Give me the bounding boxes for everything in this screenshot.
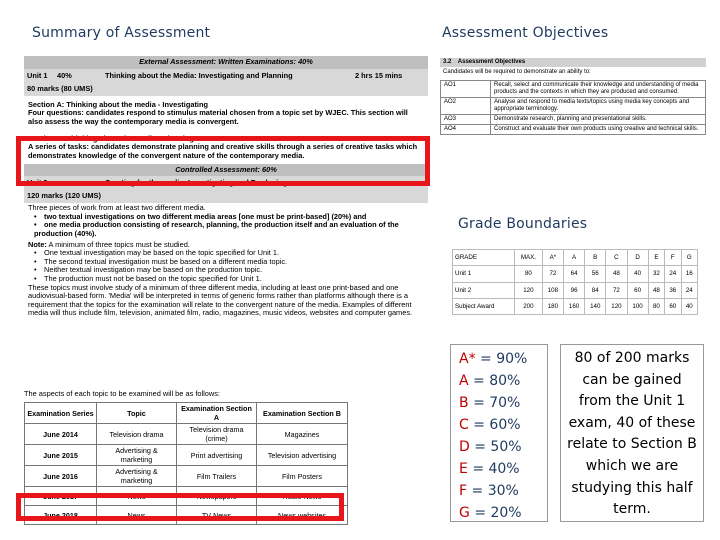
table-cell: 120 [606, 298, 627, 314]
list-item: • one media production consisting of research, planning, the production itself and an evaluation of the production (40%). [34, 221, 424, 238]
column-header: E [648, 250, 664, 266]
table-cell: Newspapers [177, 487, 257, 506]
table-cell: AO1 [441, 81, 491, 98]
note-intro: A minimum of three topics must be studied. [48, 239, 190, 249]
media-paragraph: These topics must involve study of a minimum of three different media, including at least one print-based and one audiovisual-based form. 'Media' will be interpreted in terms of generic forms rather than platforms although there is a requirement that the topics for the examination will relate to the convergent nature of the media. Examples of different media will thus include film, television, animated film, radio, magazines, music videos, websites and computer games. [28, 282, 413, 318]
table-cell: 60 [665, 298, 681, 314]
table-cell: Advertising & marketing [97, 466, 177, 487]
table-cell: Radio News [257, 487, 348, 506]
unit2-label: Unit 2 [27, 178, 48, 188]
table-row [453, 282, 698, 298]
table-cell: 120 [515, 282, 543, 298]
assessment-objectives-document [440, 58, 706, 158]
table-cell: 80 [515, 266, 543, 282]
table-cell: Demonstrate research, planning and presentational skills. [491, 115, 706, 125]
column-header: Examination Section B [257, 403, 348, 424]
grade-boundaries-box [450, 344, 548, 522]
table-cell: 180 [542, 298, 563, 314]
column-header: Examination Series [25, 403, 97, 424]
table-cell: News websites [257, 506, 348, 525]
table-row [441, 98, 706, 115]
table-cell: AO3 [441, 115, 491, 125]
table-cell: 140 [585, 298, 606, 314]
grade-pct: = 30% [471, 483, 519, 499]
grade-table [452, 249, 698, 315]
table-cell: AO4 [441, 125, 491, 135]
grade-pct: = 40% [472, 461, 520, 477]
table-row [25, 445, 348, 466]
table-cell: 48 [648, 282, 664, 298]
list-item [459, 480, 547, 502]
column-header: G [681, 250, 697, 266]
table-cell: June 2016 [25, 466, 97, 487]
grade-pct: = 80% [473, 373, 521, 389]
list-item [459, 502, 547, 524]
grade-letter: G [459, 505, 470, 521]
table-header-row [453, 250, 698, 266]
grade-pct: = 60% [473, 417, 521, 433]
table-cell: Analyse and respond to media texts/topics using media key concepts and appropriate terminology. [491, 98, 706, 115]
table-cell: 160 [563, 298, 584, 314]
table-cell: Unit 1 [453, 266, 515, 282]
column-header: A [563, 250, 584, 266]
external-assessment-bar: External Assessment: Written Examinations: 40% [24, 56, 428, 69]
list-item: • One textual investigation may be based on the topic specified for Unit 1. [34, 249, 424, 258]
table-cell: Film Posters [257, 466, 348, 487]
column-header: B [585, 250, 606, 266]
grade-pct: = 70% [473, 395, 521, 411]
unit2-marks: 120 marks (120 UMS) [24, 191, 428, 203]
table-cell: Recall, select and communicate their knowledge and understanding of media products and the contexts in which they are produced and consumed. [491, 81, 706, 98]
table-cell: Construct and evaluate their own products using creative and technical skills. [491, 125, 706, 135]
table-cell: 64 [563, 266, 584, 282]
list-item: • The second textual investigation must be based on a different media topic. [34, 258, 424, 267]
unit1-pct: 40% [57, 70, 72, 80]
table-cell: Film Trailers [177, 466, 257, 487]
summary-heading: Summary of Assessment [32, 25, 211, 41]
table-cell: 80 [648, 298, 664, 314]
grade-letter: C [459, 417, 469, 433]
table-cell: 100 [627, 298, 648, 314]
table-row [441, 115, 706, 125]
table-cell: AO2 [441, 98, 491, 115]
table-row [25, 466, 348, 487]
unit1-label: Unit 1 [27, 70, 48, 80]
table-cell: 40 [627, 266, 648, 282]
list-item: • Neither textual investigation may be based on the production topic. [34, 266, 424, 275]
grade-letter: D [459, 439, 470, 455]
table-cell: Television advertising [257, 445, 348, 466]
aspects-text: The aspects of each topic to be examined will be as follows: [24, 389, 220, 398]
table-cell: Print advertising [177, 445, 257, 466]
section-a-title: Section A: Thinking about the media - Investigating [28, 99, 208, 109]
table-cell: 24 [665, 266, 681, 282]
table-row [441, 81, 706, 98]
objectives-title-bar [440, 58, 706, 67]
objectives-heading: Assessment Objectives [442, 25, 609, 41]
table-cell: 36 [665, 282, 681, 298]
column-header: MAX. [515, 250, 543, 266]
section-a-body: Four questions: candidates respond to stimulus material chosen from a topic set by WJEC. This section will also assess the way the contemporary media is convergent. [28, 108, 408, 126]
table-cell: June 2015 [25, 445, 97, 466]
column-header: F [665, 250, 681, 266]
unit2-title: Creating for the media: Investigating and Producing [105, 178, 288, 188]
section-a [24, 100, 428, 126]
table-cell: News [97, 506, 177, 525]
list-item [459, 392, 547, 414]
section-b-title: Section B: Thinking about the media - Planning [28, 133, 194, 143]
grade-pct: = 20% [474, 505, 522, 521]
list-item: • The production must not be based on the topic specified for Unit 1. [34, 275, 424, 284]
unit1-note-box: 80 of 200 marks can be gained from the Unit 1 exam, 40 of these relate to Section B which we are studying this half term. [560, 344, 704, 522]
table-row [441, 125, 706, 135]
note-bullet-list [28, 249, 424, 283]
column-header: GRADE [453, 250, 515, 266]
table-row [453, 266, 698, 282]
table-cell: TV News [177, 506, 257, 525]
table-cell: 72 [606, 282, 627, 298]
table-cell: 56 [585, 266, 606, 282]
summary-document [24, 56, 428, 376]
list-item [459, 348, 547, 370]
table-cell: June 2014 [25, 424, 97, 445]
column-header: C [606, 250, 627, 266]
table-cell: News [97, 487, 177, 506]
table-cell: 48 [606, 266, 627, 282]
grade-pct: = 50% [474, 439, 522, 455]
table-cell: Television drama [97, 424, 177, 445]
unit1-title: Thinking about the Media: Investigating and Planning [105, 70, 293, 80]
table-row [25, 424, 348, 445]
table-cell: 84 [585, 282, 606, 298]
table-cell: Magazines [257, 424, 348, 445]
column-header: A* [542, 250, 563, 266]
section-b-body: A series of tasks: candidates demonstrate planning and creative skills through a series of creative tasks which demonstrates knowledge of the convergent nature of the contemporary media. [28, 142, 418, 160]
grade-letter: B [459, 395, 469, 411]
table-cell: Advertising & marketing [97, 445, 177, 466]
column-header: Topic [97, 403, 177, 424]
table-row [453, 298, 698, 314]
list-item [459, 370, 547, 392]
table-cell: 108 [542, 282, 563, 298]
grade-boundaries-heading: Grade Boundaries [458, 216, 588, 232]
unit2-bullet-list [28, 213, 424, 239]
table-cell: 40 [681, 298, 697, 314]
table-cell: 16 [681, 266, 697, 282]
table-cell: June 2017 [25, 487, 97, 506]
unit1-row [24, 69, 428, 84]
unit1-marks: 80 marks (80 UMS) [24, 84, 428, 96]
grade-letter: A* [459, 351, 476, 367]
unit2-intro: Three pieces of work from at least two different media. [28, 203, 206, 213]
grade-pct: = 90% [480, 351, 528, 367]
objectives-intro: Candidates will be required to demonstrate an ability to: [443, 69, 591, 75]
unit2-details [24, 203, 428, 319]
table-cell: 32 [648, 266, 664, 282]
june-2018-highlight [16, 493, 344, 521]
table-cell: Subject Award [453, 298, 515, 314]
table-cell: 72 [542, 266, 563, 282]
objectives-table [440, 80, 706, 135]
list-item: • two textual investigations on two different media areas [one must be print-based] (20%) and [34, 213, 424, 222]
column-header: D [627, 250, 648, 266]
table-cell: June 2018 [25, 506, 97, 525]
table-cell: 200 [515, 298, 543, 314]
objectives-title: Assessment Objectives [457, 59, 526, 65]
section-number: 3.2 [443, 59, 452, 65]
table-cell: 24 [681, 282, 697, 298]
table-cell: Television drama (crime) [177, 424, 257, 445]
grade-letter: F [459, 483, 468, 499]
grade-letter: E [459, 461, 468, 477]
table-cell: Unit 2 [453, 282, 515, 298]
note-title: Note: [28, 239, 47, 249]
column-header: Examination Section A [177, 403, 257, 424]
list-item [459, 414, 547, 436]
table-header-row [25, 403, 348, 424]
grade-letter: A [459, 373, 469, 389]
table-cell: 60 [627, 282, 648, 298]
section-b-highlight [16, 133, 430, 186]
list-item [459, 458, 547, 480]
controlled-assessment-bar: Controlled Assessment: 60% [24, 164, 428, 177]
list-item [459, 436, 547, 458]
table-cell: 96 [563, 282, 584, 298]
unit1-time: 2 hrs 15 mins [355, 70, 403, 80]
